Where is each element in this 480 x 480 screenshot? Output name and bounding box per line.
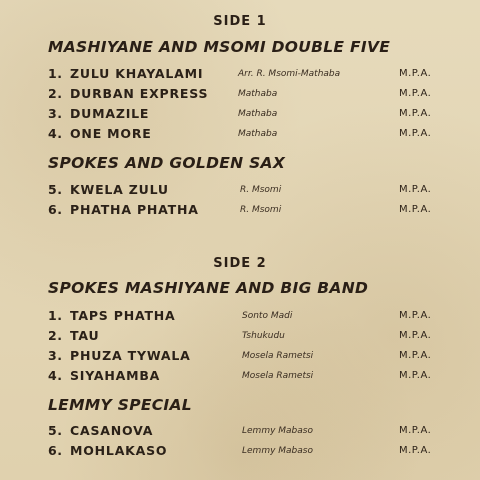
track-number: 5. [48, 423, 63, 438]
track-title: TAPS PHATHA [70, 308, 176, 323]
track-publisher: M.P.A. [399, 88, 432, 99]
track-publisher: M.P.A. [399, 370, 432, 381]
track-row [0, 328, 480, 346]
track-publisher: M.P.A. [399, 330, 432, 341]
track-row [0, 423, 480, 441]
track-publisher: M.P.A. [399, 108, 432, 119]
track-title: PHUZA TYWALA [70, 348, 191, 363]
track-row [0, 308, 480, 326]
artist-heading: LEMMY SPECIAL [48, 396, 192, 414]
track-number: 2. [48, 86, 63, 101]
track-row [0, 443, 480, 461]
track-composer: Sonto Madi [242, 311, 293, 321]
track-title: ZULU KHAYALAMI [70, 66, 204, 81]
track-composer: Mathaba [238, 109, 278, 119]
track-number: 4. [48, 368, 63, 383]
track-composer: Mosela Rametsi [242, 351, 314, 361]
track-number: 6. [48, 443, 63, 458]
track-publisher: M.P.A. [399, 425, 432, 436]
track-publisher: M.P.A. [399, 68, 432, 79]
track-number: 6. [48, 202, 63, 217]
track-publisher: M.P.A. [399, 310, 432, 321]
track-composer: Mosela Rametsi [242, 371, 314, 381]
track-number: 1. [48, 66, 63, 81]
track-composer: Mathaba [238, 89, 278, 99]
side-2-heading: SIDE 2 [213, 256, 267, 271]
track-publisher: M.P.A. [399, 204, 432, 215]
track-number: 3. [48, 106, 63, 121]
track-row [0, 106, 480, 124]
track-title: DUMAZILE [70, 106, 150, 121]
artist-heading: SPOKES AND GOLDEN SAX [48, 154, 286, 172]
track-title: DURBAN EXPRESS [70, 86, 209, 101]
track-row [0, 182, 480, 200]
track-title: KWELA ZULU [70, 182, 169, 197]
artist-heading: SPOKES MASHIYANE AND BIG BAND [48, 279, 369, 297]
track-composer: R. Msomi [240, 205, 282, 215]
track-composer: Lemmy Mabaso [242, 426, 313, 436]
track-number: 4. [48, 126, 63, 141]
track-row [0, 348, 480, 366]
track-title: CASANOVA [70, 423, 154, 438]
track-composer: Arr. R. Msomi-Mathaba [238, 69, 341, 79]
track-composer: Mathaba [238, 129, 278, 139]
track-publisher: M.P.A. [399, 445, 432, 456]
track-composer: Lemmy Mabaso [242, 446, 313, 456]
track-title: ONE MORE [70, 126, 152, 141]
track-title: TAU [70, 328, 100, 343]
track-row [0, 66, 480, 84]
track-title: SIYAHAMBA [70, 368, 161, 383]
track-row [0, 86, 480, 104]
track-number: 1. [48, 308, 63, 323]
track-row [0, 126, 480, 144]
track-composer: R. Msomi [240, 185, 282, 195]
track-row [0, 202, 480, 220]
track-publisher: M.P.A. [399, 128, 432, 139]
track-publisher: M.P.A. [399, 184, 432, 195]
side-1-heading: SIDE 1 [213, 14, 267, 29]
track-number: 2. [48, 328, 63, 343]
track-publisher: M.P.A. [399, 350, 432, 361]
track-number: 5. [48, 182, 63, 197]
track-row [0, 368, 480, 386]
track-composer: Tshukudu [242, 331, 285, 341]
track-title: PHATHA PHATHA [70, 202, 199, 217]
track-number: 3. [48, 348, 63, 363]
track-title: MOHLAKASO [70, 443, 168, 458]
artist-heading: MASHIYANE AND MSOMI DOUBLE FIVE [48, 38, 391, 56]
